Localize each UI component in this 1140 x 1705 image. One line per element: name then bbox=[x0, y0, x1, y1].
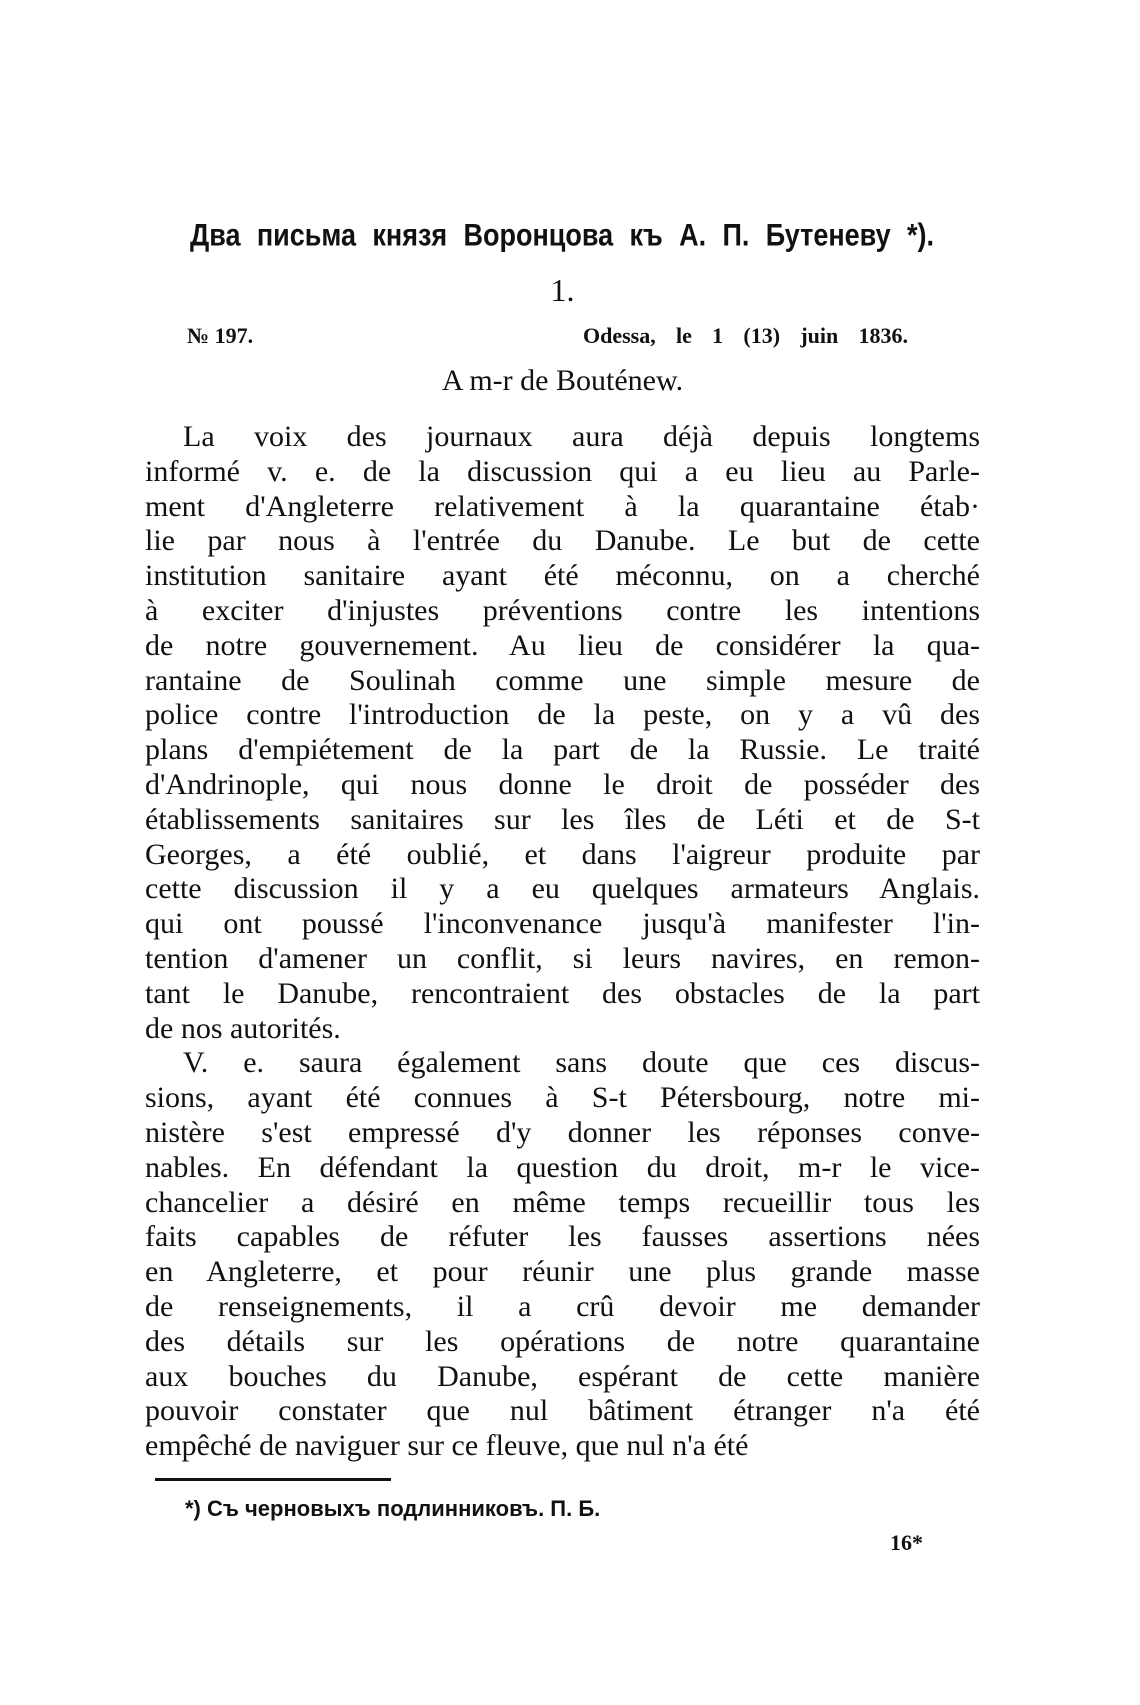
addressee: A m-r de Bouténew. bbox=[441, 364, 684, 397]
footnote: *) Съ черновыхъ подлинниковъ. П. Б. bbox=[185, 1496, 601, 1521]
text-line: de notre gouvernement. Au lieu de considérer la qua- bbox=[145, 628, 980, 662]
text-line: police contre l'introduction de la peste, on y a vû des bbox=[145, 698, 980, 732]
place-date: Odessa, le 1 (13) juin 1836. bbox=[583, 323, 908, 348]
document-title: Два письма князя Воронцова къ А. П. Бутеневу *). bbox=[190, 217, 934, 253]
text-line: sions, ayant été connues à S-t Pétersbourg, notre mi- bbox=[145, 1081, 980, 1115]
text-line: de nos autorités. bbox=[145, 1011, 341, 1045]
text-line: V. e. saura également sans doute que ces discus- bbox=[183, 1046, 980, 1080]
footnote-divider bbox=[155, 1478, 391, 1481]
text-line: empêché de naviguer sur ce fleuve, que nul n'a été bbox=[145, 1429, 749, 1463]
text-line: tention d'amener un conflit, si leurs navires, en remon- bbox=[145, 941, 980, 975]
text-line: rantaine de Soulinah comme une simple mesure de bbox=[145, 663, 980, 697]
page-number: 16* bbox=[890, 1530, 923, 1555]
text-line: des détails sur les opérations de notre quarantaine bbox=[145, 1324, 980, 1358]
text-line: nables. En défendant la question du droit, m-r le vice- bbox=[145, 1150, 980, 1184]
text-line: tant le Danube, rencontraient des obstacles de la part bbox=[145, 976, 980, 1010]
text-line: ment d'Angleterre relativement à la quarantaine étab· bbox=[145, 489, 980, 523]
text-line: pouvoir constater que nul bâtiment étranger n'a été bbox=[145, 1394, 980, 1428]
text-line: cette discussion il y a eu quelques armateurs Anglais. bbox=[145, 872, 980, 906]
text-line: à exciter d'injustes préventions contre les intentions bbox=[145, 593, 980, 627]
text-line: d'Andrinople, qui nous donne le droit de posséder des bbox=[145, 767, 980, 801]
text-line: faits capables de réfuter les fausses assertions nées bbox=[145, 1220, 980, 1254]
text-line: nistère s'est empressé d'y donner les réponses conve- bbox=[145, 1115, 980, 1149]
text-line: de renseignements, il a crû devoir me demander bbox=[145, 1289, 980, 1323]
letter-number: 1. bbox=[550, 272, 575, 308]
text-line: plans d'empiétement de la part de la Russie. Le traité bbox=[145, 733, 980, 767]
text-line: qui ont poussé l'inconvenance jusqu'à manifester l'in- bbox=[145, 907, 980, 941]
text-line: lie par nous à l'entrée du Danube. Le but de cette bbox=[145, 524, 980, 558]
text-line: chancelier a désiré en même temps recueillir tous les bbox=[145, 1185, 980, 1219]
text-line: en Angleterre, et pour réunir une plus grande masse bbox=[145, 1255, 980, 1289]
text-line: aux bouches du Danube, espérant de cette manière bbox=[145, 1359, 980, 1393]
text-line: La voix des journaux aura déjà depuis longtems bbox=[183, 420, 980, 453]
text-line: informé v. e. de la discussion qui a eu lieu au Parle- bbox=[145, 454, 980, 488]
document-number: № 197. bbox=[187, 323, 254, 348]
text-line: Georges, a été oublié, et dans l'aigreur produite par bbox=[145, 837, 980, 871]
text-line: institution sanitaire ayant été méconnu, on a cherché bbox=[145, 559, 980, 593]
text-line: établissements sanitaires sur les îles de Léti et de S-t bbox=[145, 802, 980, 836]
letter-body bbox=[145, 420, 980, 1464]
